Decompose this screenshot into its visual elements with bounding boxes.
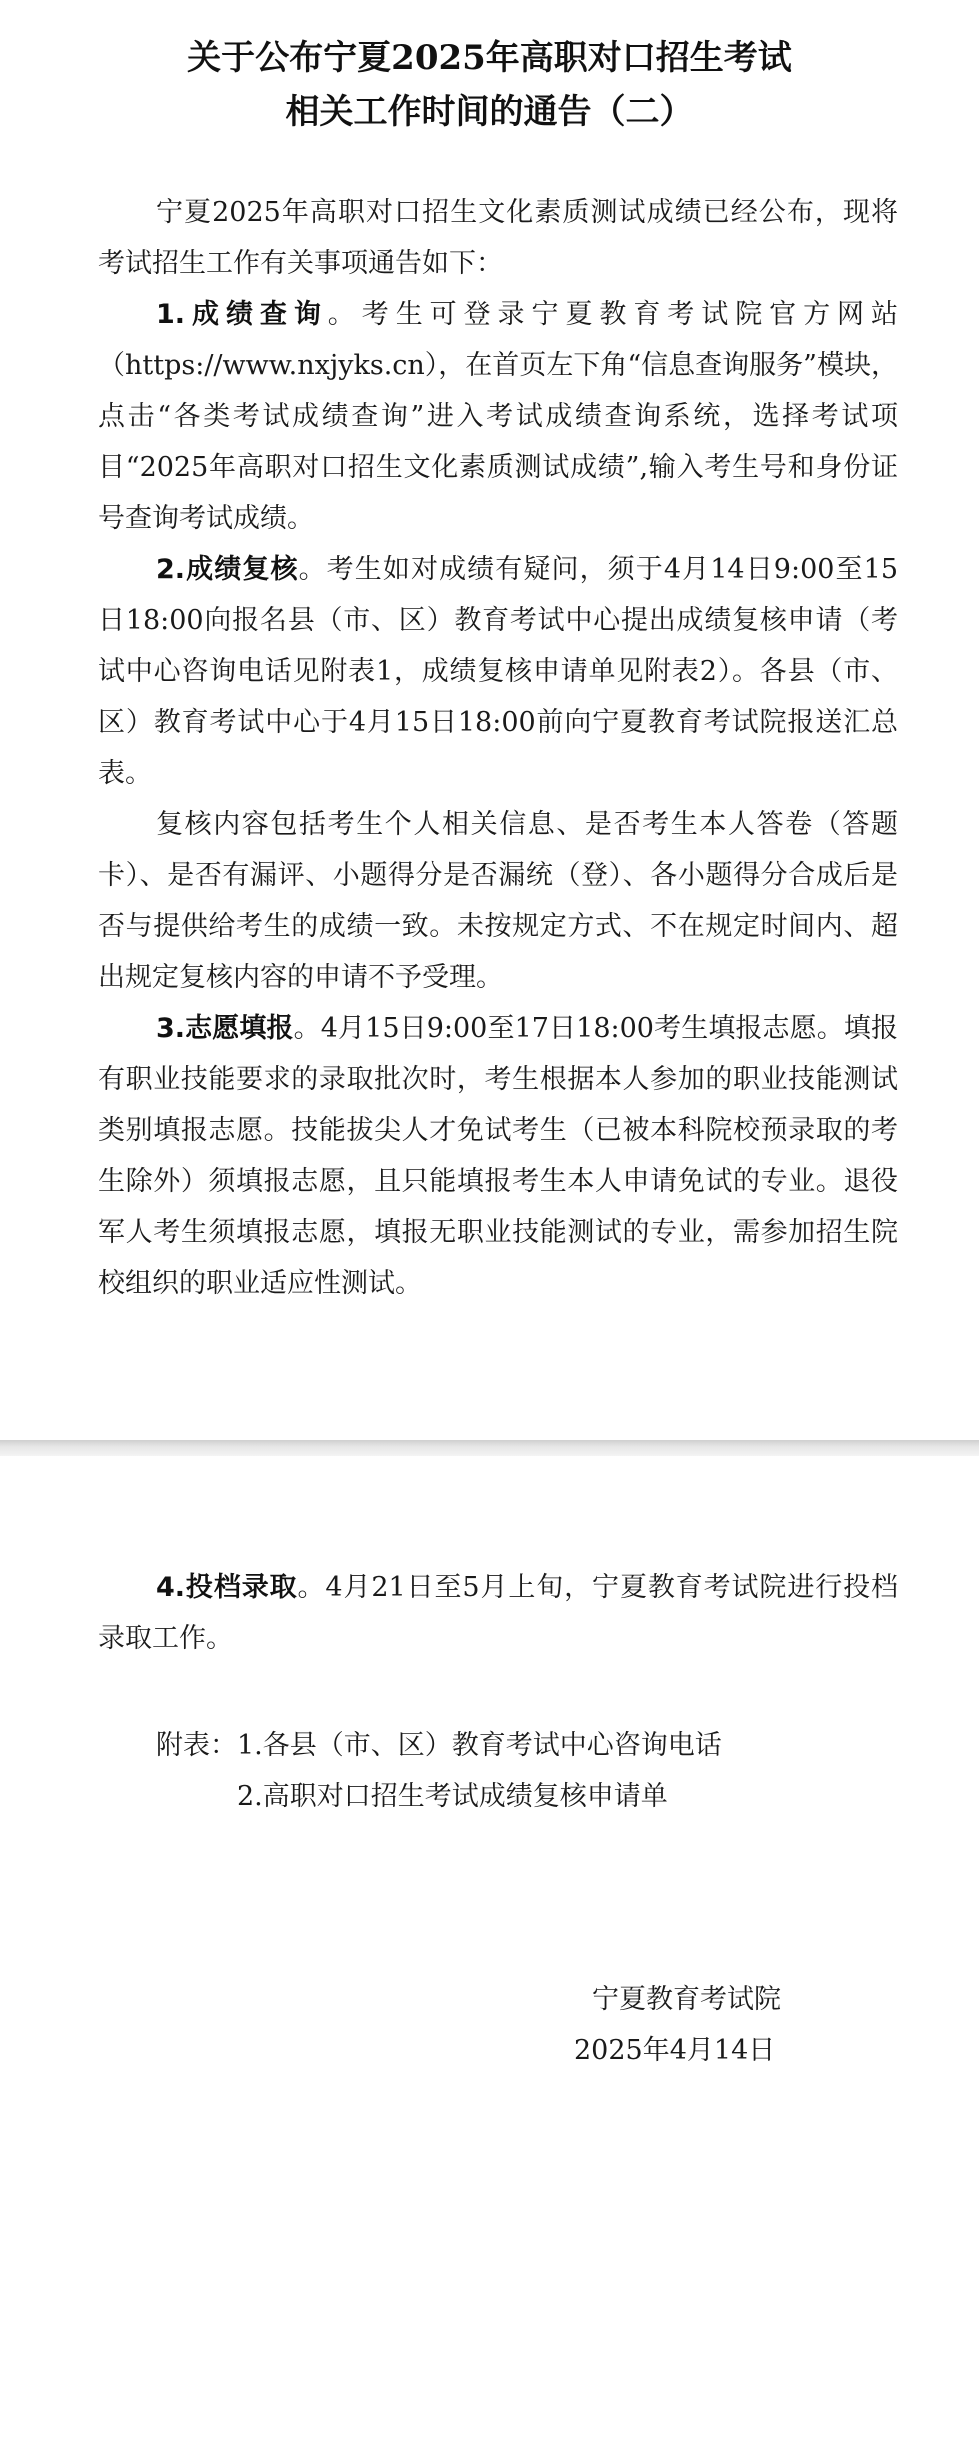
section-score-query xyxy=(98,289,898,544)
intro-paragraph: 宁夏2025年高职对口招生文化素质测试成绩已经公布，现将考试招生工作有关事项通告如下： xyxy=(98,197,898,279)
issuer-name: 宁夏教育考试院 xyxy=(592,1984,781,2015)
issue-date: 2025年4月14日 xyxy=(574,2035,776,2066)
section-score-review xyxy=(98,544,898,799)
section-volunteer-filling xyxy=(98,1003,898,1309)
section-heading: 4.投档录取 xyxy=(156,1572,298,1603)
section-text: 。考生可登录宁夏教育考试院官方网站（https://www.nxjyks.cn），在首页左下角“信息查询服务”模块，点击“各类考试成绩查询”进入考试成绩查询系统，选择考试项目“2025年高职对口招生文化素质测试成绩”,输入考生号和身份证号查询考试成绩。 xyxy=(98,299,898,534)
notice-title-line-2: 相关工作时间的通告（二） xyxy=(285,92,694,132)
appendix-item: 2.高职对口招生考试成绩复核申请单 xyxy=(237,1781,668,1812)
section-admission xyxy=(98,1562,898,1664)
appendix-label: 附表： xyxy=(156,1730,237,1761)
section-heading: 2.成绩复核 xyxy=(156,554,299,585)
section-text: 。4月21日至5月上旬，宁夏教育考试院进行投档录取工作。 xyxy=(98,1572,898,1654)
page-divider xyxy=(0,1440,979,1456)
section-text: 。考生如对成绩有疑问，须于4月14日9:00至15日18:00向报名县（市、区）教育考试中心提出成绩复核申请（考试中心咨询电话见附表1，成绩复核申请单见附表2）。各县（市、区）教育考试中心于4月15日18:00前向宁夏教育考试院报送汇总表。 xyxy=(98,554,899,789)
section-heading: 1.成绩查询 xyxy=(156,299,328,330)
section-heading: 3.志愿填报 xyxy=(156,1013,294,1044)
section-review-content: 复核内容包括考生个人相关信息、是否考生本人答卷（答题卡）、是否有漏评、小题得分是否漏统（登）、各小题得分合成后是否与提供给考生的成绩一致。未按规定方式、不在规定时间内、超出规定复核内容的申请不予受理。 xyxy=(98,809,898,993)
notice-title-line-1: 关于公布宁夏2025年高职对口招生考试 xyxy=(187,38,792,78)
section-text: 。4月15日9:00至17日18:00考生填报志愿。填报有职业技能要求的录取批次时，考生根据本人参加的职业技能测试类别填报志愿。技能拔尖人才免试考生（已被本科院校预录取的考生除外）须填报志愿，且只能填报考生本人申请免试的专业。退役军人考生须填报志愿，填报无职业技能测试的专业，需参加招生院校组织的职业适应性测试。 xyxy=(98,1013,898,1299)
appendix-item: 1.各县（市、区）教育考试中心咨询电话 xyxy=(237,1730,722,1761)
page-2 xyxy=(0,1456,979,2453)
